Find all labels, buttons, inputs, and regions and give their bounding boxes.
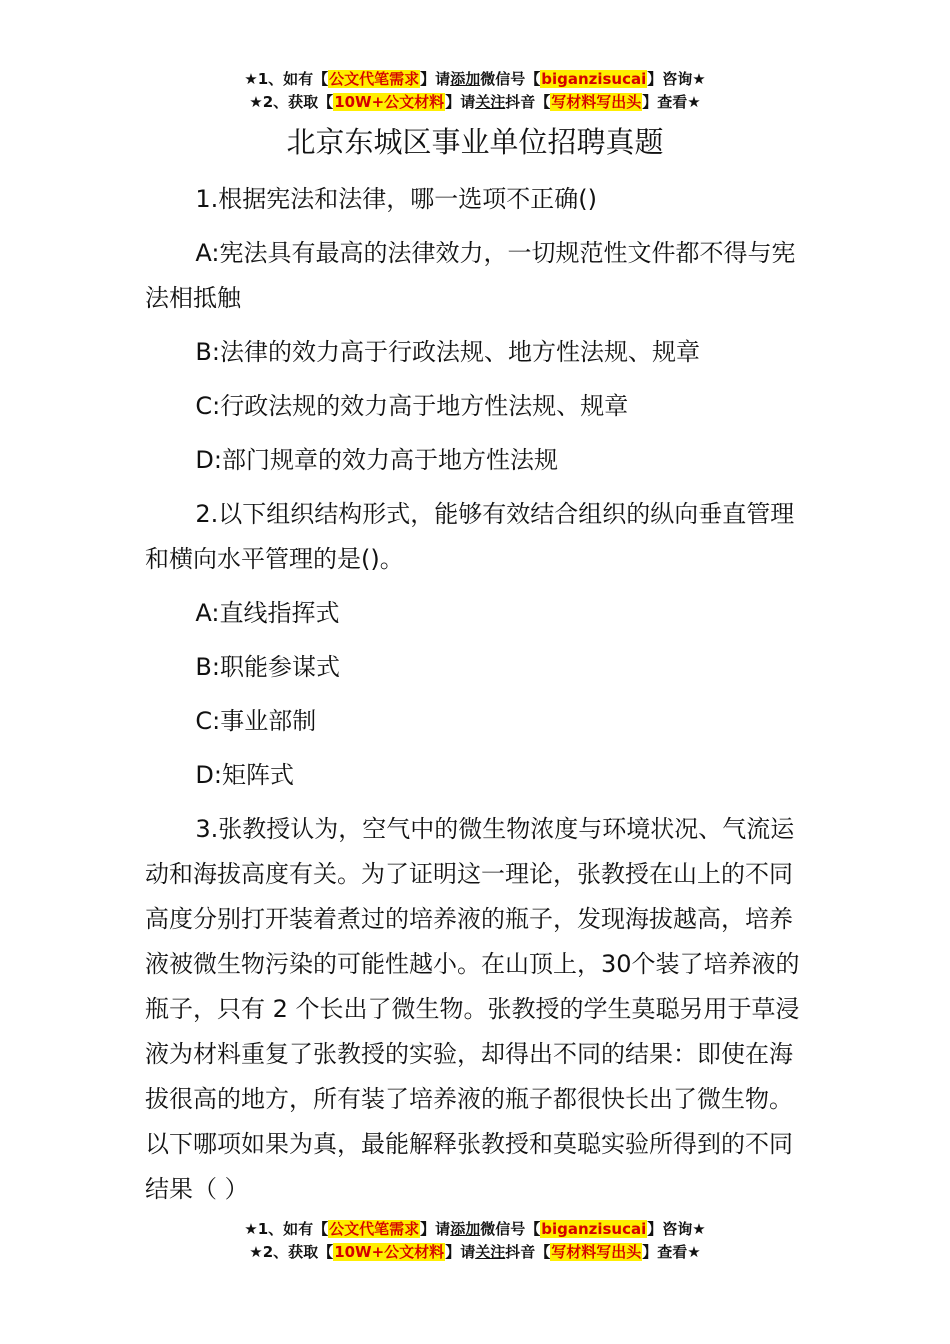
promo-emphasis: 关注 — [475, 93, 506, 111]
promo-text: 微信号【 — [480, 1220, 541, 1238]
question-3: 3.张教授认为，空气中的微生物浓度与环境状况、气流运动和海拔高度有关。为了证明这一理论，张教授在山上的不同高度分别打开装着煮过的培养液的瓶子，发现海拔越高，培养液被微生物污染的可能性越小。在山顶上，30个装了培养液的瓶子，只有 2 个长出了微生物。张教授的学生莫聪另用于草浸液为材料重复了张教授的实验，却得出不同的结果：即使在海拔很高的地方，所有装了培养液的瓶子都很快长出了微生物。以下哪项如果为真，最能解释张教授和莫聪实验所得到的不同结果（ ） — [145, 815, 800, 1203]
promo-text: ★1、如有【 — [244, 70, 329, 88]
promo-line-1 — [0, 1218, 950, 1241]
promo-line-2 — [0, 91, 950, 114]
document-body — [145, 177, 810, 1221]
promo-line-2 — [0, 1241, 950, 1264]
promo-emphasis: 关注 — [475, 1243, 506, 1261]
promo-highlight: 公文代笔需求 — [329, 70, 420, 88]
question-1: 1.根据宪法和法律，哪一选项不正确() — [195, 185, 598, 213]
promo-wechat-id: biganzisucai — [541, 1220, 647, 1238]
question-2: 2.以下组织结构形式，能够有效结合组织的纵向垂直管理和横向水平管理的是()。 — [145, 500, 795, 573]
promo-line-1 — [0, 68, 950, 91]
promo-text: 】请 — [445, 93, 476, 111]
promo-text: 】请 — [420, 70, 451, 88]
promo-banner-top — [0, 68, 950, 114]
promo-emphasis: 添加 — [450, 70, 481, 88]
promo-highlight: 10W+公文材料 — [334, 1243, 445, 1261]
promo-text: 抖音【 — [505, 1243, 551, 1261]
promo-banner-bottom — [0, 1218, 950, 1264]
question-1-option-b: B:法律的效力高于行政法规、地方性法规、规章 — [195, 338, 700, 366]
promo-text: 】请 — [445, 1243, 476, 1261]
question-2-option-a: A:直线指挥式 — [195, 599, 340, 627]
question-1-option-c: C:行政法规的效力高于地方性法规、规章 — [195, 392, 629, 420]
question-1-option-a: A:宪法具有最高的法律效力，一切规范性文件都不得与宪法相抵触 — [145, 239, 796, 312]
promo-text: 】咨询★ — [647, 70, 706, 88]
promo-text: 】查看★ — [642, 1243, 701, 1261]
promo-text: ★2、获取【 — [249, 1243, 334, 1261]
question-2-option-b: B:职能参谋式 — [195, 653, 340, 681]
promo-text: 微信号【 — [480, 70, 541, 88]
document-title: 北京东城区事业单位招聘真题 — [286, 125, 664, 159]
promo-text: 】请 — [420, 1220, 451, 1238]
promo-highlight: 公文代笔需求 — [329, 1220, 420, 1238]
promo-text: 】查看★ — [642, 93, 701, 111]
promo-emphasis: 添加 — [450, 1220, 481, 1238]
promo-douyin-id: 写材料写出头 — [551, 93, 642, 111]
promo-douyin-id: 写材料写出头 — [551, 1243, 642, 1261]
promo-text: 】咨询★ — [647, 1220, 706, 1238]
promo-text: 抖音【 — [505, 93, 551, 111]
promo-text: ★1、如有【 — [244, 1220, 329, 1238]
promo-wechat-id: biganzisucai — [541, 70, 647, 88]
promo-text: ★2、获取【 — [249, 93, 334, 111]
question-1-option-d: D:部门规章的效力高于地方性法规 — [195, 446, 558, 474]
question-2-option-d: D:矩阵式 — [195, 761, 294, 789]
question-2-option-c: C:事业部制 — [195, 707, 317, 735]
promo-highlight: 10W+公文材料 — [334, 93, 445, 111]
